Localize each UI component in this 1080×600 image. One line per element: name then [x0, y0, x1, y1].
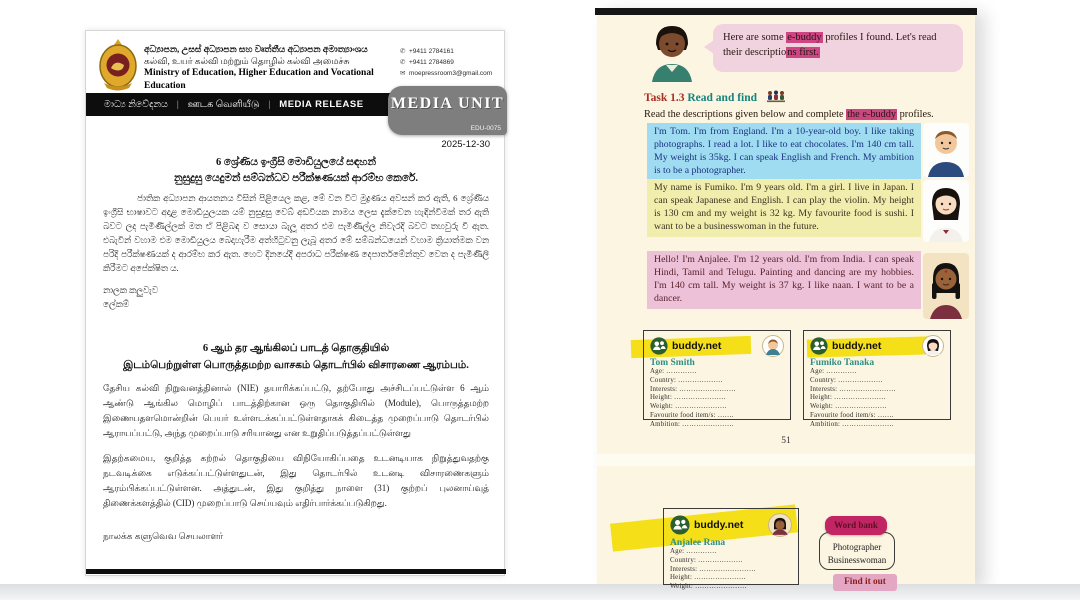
- profile-name: Anjalee Rana: [670, 538, 726, 548]
- release-date: 2025-12-30: [441, 139, 490, 150]
- signer-name-sinhala: නාලක කලුවැව: [103, 285, 159, 295]
- speech-highlight-first: ns first.: [787, 46, 819, 58]
- tom-mini-avatar: [762, 335, 784, 357]
- card-header: [810, 335, 944, 357]
- page-number: 51: [781, 436, 791, 446]
- anjalee-mini-avatar: [768, 513, 792, 537]
- tamil-title: [86, 341, 506, 375]
- signer-name-tamil: நாலக்க களுவெவ செயலாளர்: [103, 531, 224, 541]
- ministry-name-block: [144, 43, 396, 93]
- speech-highlight-ebuddy: e-buddy: [787, 32, 822, 43]
- instruction-text: Read the descriptions given below and complete: [644, 109, 847, 120]
- fumiko-mini-avatar: [922, 335, 944, 357]
- profile-field-interests[interactable]: Interests: ……………………: [650, 385, 736, 393]
- tamil-body-paragraph-2: இதற்கமைய, குறித்த கற்றல் தொகுதியை விநியோகிப்பதை உடனடியாக நிறுத்துவதற்கு நடவடிக்கை எடுக்கப்பட்டுள்ளதுடன், இது தொடர்பில் உடனடி விசாரணைகளும் ஆரம்பிக்கப்பட்டுள்ளன. அத்துடன், இது குறித்து நாளை (31) குற்றப் புலனாய்வுத் திணைக்களத்தில் (CID) முறைப்பாடு செய்யவும் எதிர்பார்க்கப்படுகிறது.: [103, 453, 489, 508]
- page-break-gap: [597, 454, 975, 466]
- group-of-pupils-icon: [766, 90, 786, 103]
- speech-bubble: [713, 24, 963, 72]
- profile-field-favourite-food[interactable]: Favourite food item/s: …….: [810, 412, 894, 420]
- word-bank-badge: Word bank: [825, 516, 887, 535]
- buddy-net-logo-icon: [810, 337, 828, 355]
- profile-field-country[interactable]: Country: ……………….: [650, 376, 723, 384]
- ministry-name-tamil: கல்வி, உயர் கல்வி மற்றும் தொழில் கல்வி அமைச்சு: [144, 56, 350, 67]
- speech-text: Here are some: [723, 32, 787, 43]
- profile-field-height[interactable]: Height: ………………….: [650, 394, 726, 402]
- word-bank-box: [819, 532, 895, 570]
- media-unit-badge: [388, 86, 507, 135]
- profile-field-ambition[interactable]: Ambition: ………………….: [650, 420, 734, 428]
- buddy-net-logo-text: buddy.net: [672, 340, 722, 352]
- task-name: Read and find: [687, 92, 758, 104]
- textbook-page: [597, 8, 975, 591]
- tamil-title-line2: இடம்பெற்றுள்ள பொருத்தமற்ற வாசகம் தொடர்பில் விசாரணை ஆரம்பம்.: [123, 359, 469, 371]
- instruction-text: profiles.: [897, 109, 934, 120]
- fax-row: [400, 57, 502, 68]
- ebuddy-profile-card-anjalee: [663, 508, 799, 591]
- speech-text: profiles I found. Let's read their descriptio: [723, 32, 937, 58]
- contact-block: [400, 46, 502, 79]
- media-release-sinhala: මාධ්‍ය නිවේදනය: [104, 100, 168, 110]
- find-it-out-badge: Find it out: [833, 574, 897, 591]
- media-unit-label: MEDIA UNIT: [390, 95, 505, 112]
- profile-field-interests[interactable]: Interests: ……………………: [810, 385, 896, 393]
- signer-role-sinhala: ලේකම්: [103, 299, 130, 310]
- sinhala-signature-block: [103, 283, 158, 311]
- profile-field-height[interactable]: Height: ………………….: [810, 394, 886, 402]
- profile-field-age[interactable]: Age: ………….: [810, 368, 857, 375]
- sinhala-title: [86, 155, 506, 188]
- profile-name: Fumiko Tanaka: [810, 358, 875, 368]
- ministry-name-sinhala: අධ්‍යාපන, උසස් අධ්‍යාපන සහ වෘත්තීය අධ්‍යාපන අමාත්‍යාංශය: [144, 44, 368, 54]
- ebuddy-profile-card-fumiko: [803, 330, 951, 428]
- buddy-net-logo-icon: [650, 337, 668, 355]
- tamil-body-paragraph-1: தேசிய கல்வி நிறுவனத்தினால் (NIE) தயாரிக்கப்பட்டு, தற்போது அச்சிடப்பட்டுள்ள 6 ஆம் ஆண்டு ஆங்கில மொழிப் பாடத்திற்கான ஒரு தொகுதியில் (Module), பொருத்தமற்ற இணையதளமொன்றின் பெயர் உள்ளடக்கப்பட்டுள்ளதாகக் கிடைத்த முறைப்பாடு தொடர்பில் ஆராயப்பட்டு, அந்த முறைப்பாடு சரியானது என உறுதிப்படுத்தப்பட்டுள்ளது: [103, 383, 489, 438]
- fax-icon: ✆: [400, 59, 406, 67]
- card-header: [650, 335, 784, 357]
- sinhala-body-paragraph: ජාතික අධ්‍යාපන ආයතනය විසින් පිළියෙල කළ, මේ වන විට මුද්‍රණය අවසන් කර ඇති, 6 ශ්‍රේණිය ඉංග්‍රීසි භාෂාවට අදාළ මොඩියුලයක යම් නුසුදුසු වෙබ් අඩවියක නාමය ලෙස දැක්වෙන හැඳින්වීමක් තර ඇති බවට ලද පැමිණිල්ලක් මත ඒ පිළිබඳ ව සොයා බැලූ අතර එම පැමිණිල්ල නිවැරදි බවට තහවුරු වී ඇත. එබැවින් වහාම එම මොඩියුලය බෙදාහැරීම අත්හිටුවනු ලැබූ අතර මේ සම්බන්ධයෙන් වහාම ක්‍රියාත්මක වන පරිදි පරීක්ෂණයක් ද ආරම්භ කර ඇත. හෙට දිනයේදී අපරාධ පරීක්ෂණ දෙපාර්තමේන්තුව වෙත ද පැමිණිලි කිරීමට අපේක්ෂිත ය.: [103, 193, 489, 274]
- ebuddy-profile-card-tom: [643, 330, 791, 428]
- buddy-net-logo-text: buddy.net: [832, 340, 882, 352]
- buddy-net-logo-text: buddy.net: [694, 519, 744, 531]
- sinhala-title-line1: 6 ශ්‍රේණිය ඉංග්‍රීසි මොඩියුලයේ සඳහන්: [216, 157, 376, 168]
- profile-field-country[interactable]: Country: ……………….: [810, 376, 883, 384]
- narrator-boy-avatar: [643, 20, 701, 82]
- email-icon: ✉: [400, 70, 406, 78]
- anjalee-avatar: [923, 253, 969, 319]
- description-tom: I'm Tom. I'm from England. I'm a 10-year-old boy. I like taking photographs. I read a lot. I like to eat chocolates. I'm 140 cm tall. My weight is 35kg. I can speak English and French. My ambition is to be a photographer.: [647, 123, 921, 181]
- ministry-name-english: Ministry of Education, Higher Education and Vocational Education: [144, 68, 374, 92]
- bar-separator: |: [268, 99, 271, 110]
- profile-field-country[interactable]: Country: ……………….: [670, 556, 743, 564]
- tamil-title-line1: 6 ஆம் தர ஆங்கிலப் பாடத் தொகுதியில்: [202, 343, 390, 354]
- phone-icon: ✆: [400, 48, 406, 55]
- profile-field-age[interactable]: Age: ………….: [670, 548, 717, 555]
- profile-field-height[interactable]: Height: ………………….: [670, 574, 746, 582]
- email-row: [400, 68, 502, 79]
- profile-name: Tom Smith: [650, 358, 695, 368]
- task-number: Task 1.3: [644, 92, 685, 104]
- sri-lanka-emblem-logo: [96, 37, 140, 91]
- description-anjalee: Hello! I'm Anjalee. I'm 12 years old. I'm from India. I can speak Hindi, Tamil and Telugu. Painting and dancing are my hobbies. I'm 140 cm tall. My weight is 37 kg. I like naan. I want to be a dancer.: [647, 251, 921, 309]
- profile-field-interests[interactable]: Interests: ……………………: [670, 565, 756, 573]
- media-release-tamil: ஊடக வெளியீடு: [187, 99, 260, 110]
- description-fumiko: My name is Fumiko. I'm 9 years old. I'm a girl. I live in Japan. I can speak Japanese and English. I can play the violin. My height is 130 cm and my weight is 32 kg. My favourite food is sushi. I want to be a businesswoman in the future.: [647, 179, 921, 237]
- profile-field-age[interactable]: Age: ………….: [650, 368, 697, 375]
- document-footer-rule: [86, 569, 506, 574]
- task-instruction: [644, 109, 964, 120]
- profile-field-favourite-food[interactable]: Favourite food item/s: …….: [650, 412, 734, 420]
- page-top-border: [595, 8, 977, 15]
- email-address: moepressroom3@gmail.com: [409, 70, 493, 78]
- phone-row: [400, 46, 502, 57]
- profile-field-weight[interactable]: Weight: ………………….: [650, 403, 727, 411]
- fax-number: +9411 2784869: [409, 59, 454, 67]
- tom-avatar: [923, 123, 969, 177]
- bar-separator: |: [176, 99, 179, 110]
- press-release-document: [85, 30, 505, 576]
- instruction-highlight: the e-buddy: [847, 109, 897, 120]
- document-number: EDU-0075: [470, 125, 501, 132]
- media-release-english: MEDIA RELEASE: [279, 99, 364, 110]
- screenshot-bottom-edge: [0, 584, 1080, 600]
- word-bank-word: Photographer: [832, 542, 882, 552]
- profile-field-ambition[interactable]: Ambition: ………………….: [810, 420, 894, 428]
- task-heading: [644, 90, 786, 104]
- phone-number: +9411 2784161: [409, 48, 454, 55]
- word-bank-word: Businesswoman: [827, 555, 887, 566]
- profile-field-weight[interactable]: Weight: ………………….: [810, 403, 887, 411]
- buddy-net-logo-icon: [670, 515, 690, 535]
- sinhala-title-line2: නුසුදුසු යෙදුමන් සම්බන්ධව පරීක්ෂණයක් ආරම්භ කෙරේ.: [174, 173, 418, 185]
- fumiko-avatar: [923, 180, 969, 242]
- card-header: [670, 513, 792, 537]
- profile-field-weight[interactable]: Weight: ………………….: [670, 583, 747, 591]
